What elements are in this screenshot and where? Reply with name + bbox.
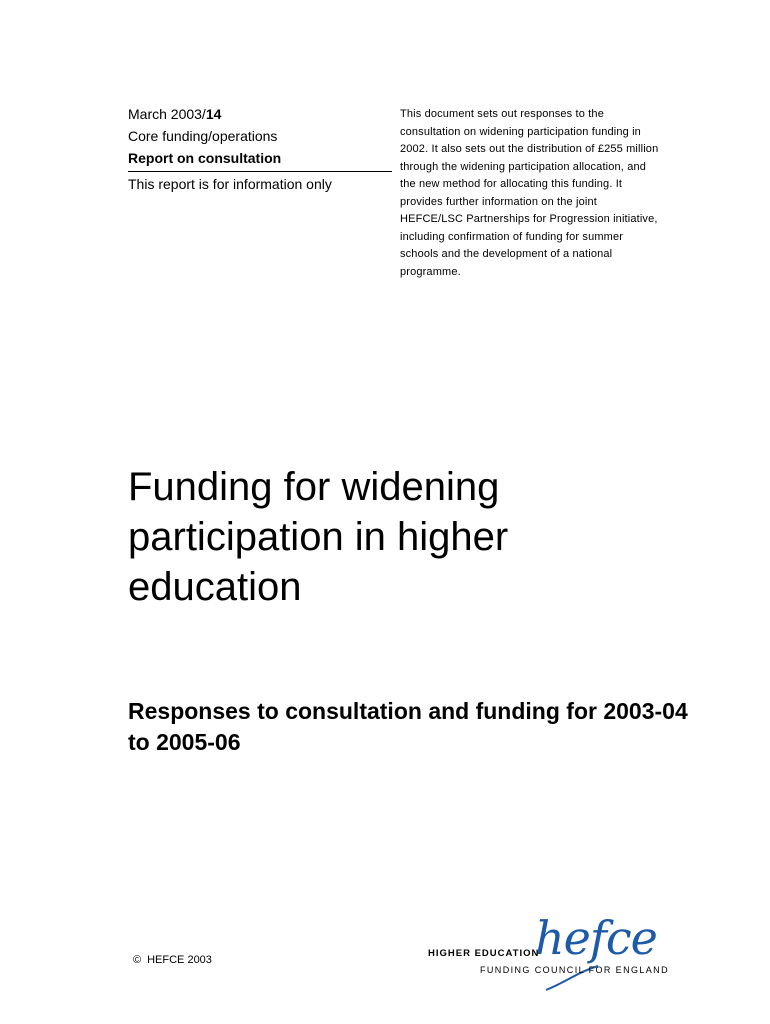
document-type: Report on consultation (128, 150, 282, 166)
copyright-symbol: © (133, 954, 142, 966)
logo-wordmark: hefce (535, 911, 657, 965)
document-meta (128, 103, 392, 195)
publication-date: March 2003/ (128, 106, 206, 122)
audience-note: This report is for information only (128, 176, 332, 192)
copyright-notice (133, 953, 212, 967)
document-title: Funding for widening participation in higher education (128, 465, 509, 609)
meta-divider (128, 171, 392, 172)
document-summary: This document sets out responses to the consultation on widening participation funding in 2002. It also sets out the distribution of £255 million through the widening participation allocation, and the new method for allocating this funding. It provides further information on the joint HEFCE/LSC Partnerships for Progression initiative, including confirmation of funding for summer schools and the development of a national programme. (400, 108, 659, 278)
document-category: Core funding/operations (128, 128, 278, 144)
publication-reference (128, 103, 392, 125)
logo-line-1: HIGHER EDUCATION (428, 948, 540, 959)
logo-line-2: FUNDING COUNCIL FOR ENGLAND (480, 965, 669, 975)
publication-number: 14 (205, 106, 222, 122)
document-subtitle: Responses to consultation and funding for 2003-04 to 2005-06 (128, 698, 688, 755)
hefce-logo (428, 912, 668, 992)
copyright-text: HEFCE 2003 (147, 954, 212, 966)
